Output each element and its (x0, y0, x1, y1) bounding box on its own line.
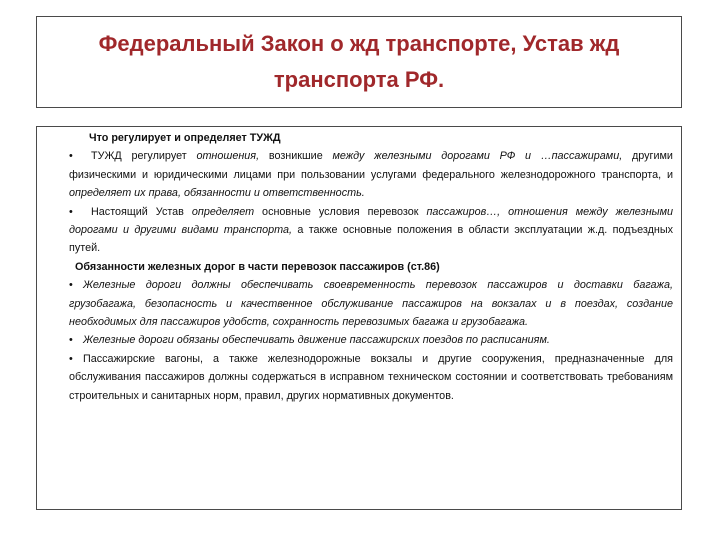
italic-run: Железные дороги должны обеспечивать своевременность перевозок пассажиров и доставки багажа, грузобагажа, безопасность и качественное обслуживание пассажиров на вокзалах и в поездах, создание необходимых для пассажиров удобств, сохранность перевозимых багажа и грузобагажа. (69, 279, 673, 329)
bullet-mark: • (69, 334, 73, 347)
paragraph-tuzhd (69, 147, 673, 202)
bullet-mark: • (69, 352, 73, 365)
italic-run: пассажиров…, отношения между железными дорогами и другими видами транспорта, (69, 205, 673, 237)
text-run: возникшие (259, 150, 333, 163)
bullet-mark: • (69, 279, 73, 292)
paragraph-obligation-3 (69, 350, 673, 405)
content-frame (36, 126, 682, 510)
bullet-mark: • (69, 150, 73, 163)
content-body (69, 129, 673, 405)
text-run: другими физическими и юридическими лицами при пользовании услугами федерального железнодорожного транспорта, и (69, 150, 673, 181)
italic-run: между железными дорогами РФ и …пассажирами, (332, 150, 623, 163)
section-heading-obligations: Обязанности железных дорог в части перевозок пассажиров (ст.86) (75, 260, 440, 273)
title-frame (36, 16, 682, 108)
text-run: а также основные положения в области эксплуатации ж.д. подъездных путей. (69, 224, 673, 255)
section-heading-regulation: Что регулирует и определяет ТУЖД (89, 132, 281, 144)
slide-title: Федеральный Закон о жд транспорте, Устав жд транспорта РФ. (98, 31, 620, 92)
italic-run: определяет (191, 205, 255, 218)
text-run: Пассажирские вагоны, а также железнодорожные вокзалы и другие сооружения, предназначенные для обслуживания пассажиров должны содержаться в исправном техническом состоянии и соответствовать требованиям строительных и санитарных норм, правил, других нормативных документов. (69, 352, 673, 402)
text-run: ТУЖД регулирует (91, 150, 197, 163)
italic-run: Железные дороги обязаны обеспечивать движение пассажирских поездов по расписаниям. (83, 334, 550, 347)
paragraph-ustav (69, 203, 673, 258)
text-run: Настоящий Устав (91, 205, 192, 218)
paragraph-obligation-1 (69, 276, 673, 331)
italic-run: определяет их права, обязанности и ответственность. (69, 187, 365, 200)
paragraph-obligation-2 (69, 331, 673, 349)
bullet-mark: • (69, 205, 73, 218)
text-run: основные условия перевозок (254, 205, 427, 218)
italic-run: отношения, (196, 150, 260, 163)
